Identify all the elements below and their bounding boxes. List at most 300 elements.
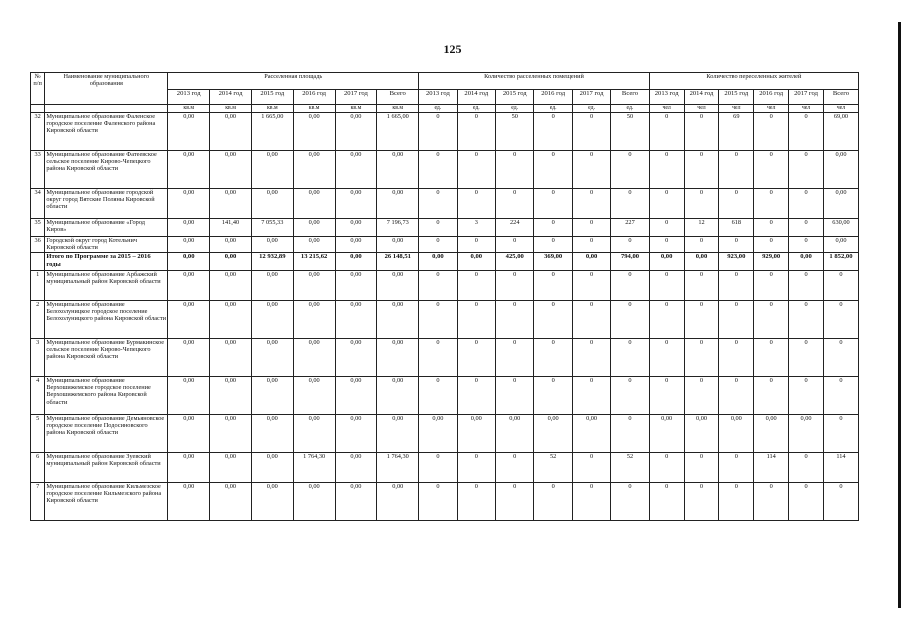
units-value: 0,00 <box>457 253 495 271</box>
area-value: 1 665,00 <box>251 113 293 151</box>
people-value: 0,00 <box>719 415 754 453</box>
table-row <box>31 483 859 521</box>
people-value: 0 <box>719 301 754 339</box>
units-value: 0 <box>496 483 534 521</box>
area-value: 0,00 <box>251 483 293 521</box>
people-value: 0,00 <box>823 189 858 219</box>
unit-label: чел <box>754 105 789 113</box>
area-value: 0,00 <box>168 483 210 521</box>
table-row <box>31 377 859 415</box>
area-value: 0,00 <box>251 339 293 377</box>
area-value: 0,00 <box>168 253 210 271</box>
units-value: 0,00 <box>572 415 610 453</box>
area-value: 0,00 <box>335 301 377 339</box>
units-value: 0 <box>534 219 572 237</box>
people-value: 114 <box>754 453 789 483</box>
unit-label: ед. <box>496 105 534 113</box>
area-value: 0,00 <box>168 453 210 483</box>
header-year: Всего <box>377 90 419 105</box>
area-value: 0,00 <box>293 151 335 189</box>
unit-label: кв.м <box>251 105 293 113</box>
row-number: 3 <box>31 339 45 377</box>
row-number: 2 <box>31 301 45 339</box>
people-value: 0 <box>684 483 719 521</box>
header-year: Всего <box>611 90 649 105</box>
units-value: 0,00 <box>534 415 572 453</box>
units-value: 0 <box>534 483 572 521</box>
units-value: 0 <box>496 237 534 253</box>
area-value: 0,00 <box>251 415 293 453</box>
units-value: 0 <box>572 189 610 219</box>
area-value: 0,00 <box>210 271 252 301</box>
area-value: 1 764,30 <box>377 453 419 483</box>
municipality-name: Муниципальное образование Белохолуницкое городское поселение Белохолуницкого района Кировской области <box>45 301 168 339</box>
municipality-name: Муниципальное образование Зуевский муниципальный район Кировской области <box>45 453 168 483</box>
area-value: 0,00 <box>335 415 377 453</box>
units-value: 0 <box>611 271 649 301</box>
unit-label: чел <box>649 105 684 113</box>
unit-label: ед. <box>419 105 457 113</box>
area-value: 0,00 <box>210 189 252 219</box>
page-number: 125 <box>443 42 462 56</box>
table-row <box>31 271 859 301</box>
people-value: 0 <box>649 189 684 219</box>
table-row <box>31 219 859 237</box>
row-number: 36 <box>31 237 45 253</box>
area-value: 0,00 <box>210 453 252 483</box>
header-year: 2017 год <box>789 90 824 105</box>
area-value: 0,00 <box>293 483 335 521</box>
people-value: 0 <box>754 483 789 521</box>
units-value: 0 <box>457 301 495 339</box>
municipality-name: Муниципальное образование Фатеевское сельское поселение Кирово-Чепецкого района Кировской области <box>45 151 168 189</box>
people-value: 0 <box>754 113 789 151</box>
area-value: 0,00 <box>293 219 335 237</box>
table-body <box>31 113 859 521</box>
unit-label: ед. <box>572 105 610 113</box>
people-value: 0 <box>823 483 858 521</box>
unit-spacer <box>31 105 45 113</box>
area-value: 141,40 <box>210 219 252 237</box>
area-value: 0,00 <box>377 339 419 377</box>
units-value: 0 <box>457 237 495 253</box>
area-value: 0,00 <box>210 253 252 271</box>
area-value: 0,00 <box>377 301 419 339</box>
units-value: 0 <box>572 237 610 253</box>
area-value: 0,00 <box>335 189 377 219</box>
units-value: 0 <box>572 483 610 521</box>
people-value: 0 <box>684 301 719 339</box>
people-value: 0 <box>649 237 684 253</box>
people-value: 0 <box>649 151 684 189</box>
units-value: 0 <box>496 301 534 339</box>
people-value: 0,00 <box>684 415 719 453</box>
people-value: 0 <box>789 151 824 189</box>
row-number: 32 <box>31 113 45 151</box>
header-no: № п/п <box>31 73 45 105</box>
municipality-name: Муниципальное образование Кильмезское городское поселение Кильмезского района Кировской области <box>45 483 168 521</box>
units-value: 0,00 <box>457 415 495 453</box>
units-value: 0 <box>534 237 572 253</box>
area-value: 0,00 <box>377 483 419 521</box>
units-value: 0 <box>534 377 572 415</box>
area-value: 1 764,30 <box>293 453 335 483</box>
units-value: 50 <box>611 113 649 151</box>
units-value: 0 <box>419 301 457 339</box>
header-group-units: Количество расселенных помещений <box>419 73 650 90</box>
units-value: 0 <box>572 453 610 483</box>
row-number: 1 <box>31 271 45 301</box>
units-value: 0 <box>457 453 495 483</box>
units-value: 0 <box>572 301 610 339</box>
header-year: 2014 год <box>210 90 252 105</box>
area-value: 0,00 <box>293 301 335 339</box>
people-value: 0 <box>789 189 824 219</box>
area-value: 0,00 <box>251 271 293 301</box>
row-number: 7 <box>31 483 45 521</box>
people-value: 0 <box>823 415 858 453</box>
area-value: 0,00 <box>168 219 210 237</box>
people-value: 0 <box>719 271 754 301</box>
row-number: 4 <box>31 377 45 415</box>
units-value: 0 <box>457 189 495 219</box>
units-value: 0 <box>496 453 534 483</box>
municipality-name: Муниципальное образование Демьяновское городское поселение Подосиновского района Кировской области <box>45 415 168 453</box>
people-value: 69 <box>719 113 754 151</box>
units-value: 0 <box>496 377 534 415</box>
area-value: 0,00 <box>168 237 210 253</box>
table-row <box>31 151 859 189</box>
people-value: 0 <box>684 113 719 151</box>
table-row <box>31 339 859 377</box>
area-value: 0,00 <box>210 483 252 521</box>
people-value: 0 <box>649 377 684 415</box>
units-value: 0 <box>572 219 610 237</box>
area-value: 0,00 <box>251 377 293 415</box>
units-value: 3 <box>457 219 495 237</box>
units-value: 0 <box>611 189 649 219</box>
units-value: 0 <box>611 377 649 415</box>
people-value: 69,00 <box>823 113 858 151</box>
unit-label: кв.м <box>210 105 252 113</box>
units-value: 0 <box>496 151 534 189</box>
units-value: 0,00 <box>496 415 534 453</box>
units-value: 0 <box>534 339 572 377</box>
header-group-people: Количество переселенных жителей <box>649 73 858 90</box>
units-value: 425,00 <box>496 253 534 271</box>
area-value: 0,00 <box>335 253 377 271</box>
people-value: 0,00 <box>649 415 684 453</box>
area-value: 1 665,00 <box>377 113 419 151</box>
people-value: 0 <box>649 219 684 237</box>
units-value: 0 <box>572 271 610 301</box>
units-value: 369,00 <box>534 253 572 271</box>
header-year: 2015 год <box>719 90 754 105</box>
people-value: 0,00 <box>684 253 719 271</box>
header-year: 2013 год <box>419 90 457 105</box>
units-value: 0 <box>419 271 457 301</box>
resettlement-table <box>30 72 859 521</box>
units-value: 50 <box>496 113 534 151</box>
people-value: 0 <box>789 237 824 253</box>
people-value: 0 <box>684 271 719 301</box>
units-value: 0 <box>534 189 572 219</box>
area-value: 26 148,51 <box>377 253 419 271</box>
area-value: 0,00 <box>377 189 419 219</box>
header-year: 2014 год <box>457 90 495 105</box>
people-value: 630,00 <box>823 219 858 237</box>
people-value: 0 <box>789 483 824 521</box>
area-value: 0,00 <box>335 453 377 483</box>
people-value: 0 <box>649 453 684 483</box>
header-year: 2013 год <box>168 90 210 105</box>
header-year: 2014 год <box>684 90 719 105</box>
area-value: 12 932,89 <box>251 253 293 271</box>
people-value: 0 <box>823 377 858 415</box>
area-value: 0,00 <box>251 301 293 339</box>
units-value: 0 <box>419 113 457 151</box>
people-value: 0,00 <box>823 151 858 189</box>
people-value: 0 <box>754 301 789 339</box>
people-value: 0 <box>649 271 684 301</box>
unit-label: кв.м <box>335 105 377 113</box>
people-value: 0 <box>789 339 824 377</box>
area-value: 0,00 <box>335 377 377 415</box>
units-value: 0 <box>419 219 457 237</box>
area-value: 0,00 <box>377 237 419 253</box>
units-value: 227 <box>611 219 649 237</box>
people-value: 0 <box>789 301 824 339</box>
unit-label: чел <box>719 105 754 113</box>
people-value: 0 <box>649 113 684 151</box>
units-value: 794,00 <box>611 253 649 271</box>
area-value: 0,00 <box>293 339 335 377</box>
people-value: 0 <box>754 271 789 301</box>
units-value: 0 <box>611 151 649 189</box>
area-value: 0,00 <box>335 271 377 301</box>
people-value: 0 <box>754 339 789 377</box>
table-row <box>31 301 859 339</box>
area-value: 0,00 <box>335 339 377 377</box>
units-value: 0 <box>572 377 610 415</box>
people-value: 923,00 <box>719 253 754 271</box>
area-value: 0,00 <box>210 415 252 453</box>
people-value: 0,00 <box>754 415 789 453</box>
people-value: 0 <box>823 301 858 339</box>
units-value: 0 <box>534 151 572 189</box>
area-value: 0,00 <box>335 219 377 237</box>
units-value: 0 <box>457 377 495 415</box>
table-row <box>31 415 859 453</box>
area-value: 0,00 <box>377 377 419 415</box>
people-value: 0 <box>684 377 719 415</box>
municipality-name: Муниципальное образование Фаленское городское поселение Фаленского района Кировской области <box>45 113 168 151</box>
area-value: 7 055,33 <box>251 219 293 237</box>
people-value: 0 <box>789 377 824 415</box>
header-year: 2016 год <box>293 90 335 105</box>
area-value: 0,00 <box>251 151 293 189</box>
unit-label: чел <box>789 105 824 113</box>
units-value: 0 <box>534 113 572 151</box>
units-value: 0 <box>534 271 572 301</box>
municipality-name: Итого по Программе за 2015 – 2016 годы <box>45 253 168 271</box>
units-value: 0 <box>457 113 495 151</box>
area-value: 0,00 <box>168 189 210 219</box>
municipality-name: Муниципальное образование «Город Киров» <box>45 219 168 237</box>
unit-label: ед. <box>534 105 572 113</box>
units-value: 0 <box>611 301 649 339</box>
units-value: 0 <box>611 483 649 521</box>
units-value: 0,00 <box>419 253 457 271</box>
units-value: 0 <box>419 237 457 253</box>
people-value: 618 <box>719 219 754 237</box>
unit-spacer <box>45 105 168 113</box>
people-value: 0 <box>754 151 789 189</box>
units-value: 0 <box>457 483 495 521</box>
area-value: 0,00 <box>251 189 293 219</box>
margin-bar <box>898 22 901 608</box>
people-value: 0 <box>719 453 754 483</box>
units-value: 0 <box>419 189 457 219</box>
units-value: 0 <box>611 237 649 253</box>
people-value: 0,00 <box>789 253 824 271</box>
municipality-name: Муниципальное образование Верхошижемское городское поселение Верхошижемского района Кировской области <box>45 377 168 415</box>
area-value: 0,00 <box>293 415 335 453</box>
people-value: 0 <box>789 219 824 237</box>
row-number: 5 <box>31 415 45 453</box>
units-value: 0 <box>457 151 495 189</box>
area-value: 0,00 <box>168 377 210 415</box>
units-value: 0 <box>457 271 495 301</box>
people-value: 0 <box>684 189 719 219</box>
area-value: 7 196,73 <box>377 219 419 237</box>
unit-label: кв.м <box>377 105 419 113</box>
header-year: 2015 год <box>251 90 293 105</box>
units-value: 0 <box>419 377 457 415</box>
area-value: 0,00 <box>335 483 377 521</box>
area-value: 0,00 <box>293 189 335 219</box>
units-value: 0,00 <box>572 253 610 271</box>
units-value: 224 <box>496 219 534 237</box>
row-number: 33 <box>31 151 45 189</box>
unit-label: кв.м <box>168 105 210 113</box>
total-row <box>31 253 859 271</box>
people-value: 0 <box>719 483 754 521</box>
row-number: 6 <box>31 453 45 483</box>
unit-label: ед. <box>611 105 649 113</box>
unit-label: кв.м <box>293 105 335 113</box>
area-value: 0,00 <box>293 377 335 415</box>
units-value: 0 <box>572 151 610 189</box>
people-value: 0 <box>719 237 754 253</box>
header-name: Наименование муниципального образования <box>45 73 168 105</box>
units-value: 0 <box>419 151 457 189</box>
people-value: 0 <box>684 453 719 483</box>
area-value: 0,00 <box>377 151 419 189</box>
people-value: 0 <box>684 339 719 377</box>
header-group-area: Расселенная площадь <box>168 73 419 90</box>
header-year: 2017 год <box>335 90 377 105</box>
people-value: 0 <box>719 151 754 189</box>
units-value: 0 <box>611 415 649 453</box>
header-year: 2016 год <box>534 90 572 105</box>
header-unit-row <box>31 105 859 113</box>
municipality-name: Городской округ город Котельнич Кировской области <box>45 237 168 253</box>
area-value: 0,00 <box>210 339 252 377</box>
people-value: 114 <box>823 453 858 483</box>
unit-label: чел <box>823 105 858 113</box>
area-value: 0,00 <box>335 151 377 189</box>
area-value: 0,00 <box>335 237 377 253</box>
people-value: 0,00 <box>823 237 858 253</box>
people-value: 0 <box>789 113 824 151</box>
people-value: 0 <box>684 151 719 189</box>
units-value: 0 <box>457 339 495 377</box>
area-value: 0,00 <box>335 113 377 151</box>
area-value: 13 215,62 <box>293 253 335 271</box>
units-value: 0 <box>572 113 610 151</box>
people-value: 0 <box>789 453 824 483</box>
table-row <box>31 189 859 219</box>
people-value: 0 <box>823 339 858 377</box>
header-year: 2013 год <box>649 90 684 105</box>
area-value: 0,00 <box>210 301 252 339</box>
table-row <box>31 453 859 483</box>
area-value: 0,00 <box>168 339 210 377</box>
area-value: 0,00 <box>168 151 210 189</box>
people-value: 0 <box>684 237 719 253</box>
header-year: 2015 год <box>496 90 534 105</box>
people-value: 0 <box>754 377 789 415</box>
area-value: 0,00 <box>168 301 210 339</box>
area-value: 0,00 <box>377 271 419 301</box>
row-number: 35 <box>31 219 45 237</box>
area-value: 0,00 <box>251 453 293 483</box>
header-year: 2017 год <box>572 90 610 105</box>
people-value: 12 <box>684 219 719 237</box>
units-value: 52 <box>534 453 572 483</box>
unit-label: чел <box>684 105 719 113</box>
people-value: 0 <box>754 189 789 219</box>
unit-label: ед. <box>457 105 495 113</box>
units-value: 0 <box>611 339 649 377</box>
row-number: 34 <box>31 189 45 219</box>
municipality-name: Муниципальное образование Бурмакинское сельское поселение Кирово-Чепецкого района Кировской области <box>45 339 168 377</box>
area-value: 0,00 <box>377 415 419 453</box>
people-value: 0 <box>719 339 754 377</box>
people-value: 0 <box>754 237 789 253</box>
units-value: 0 <box>419 339 457 377</box>
units-value: 52 <box>611 453 649 483</box>
people-value: 929,00 <box>754 253 789 271</box>
area-value: 0,00 <box>293 271 335 301</box>
area-value: 0,00 <box>210 113 252 151</box>
people-value: 0 <box>789 271 824 301</box>
area-value: 0,00 <box>168 271 210 301</box>
units-value: 0 <box>572 339 610 377</box>
units-value: 0 <box>496 339 534 377</box>
people-value: 0 <box>754 219 789 237</box>
units-value: 0,00 <box>419 415 457 453</box>
municipality-name: Муниципальное образование городской округ город Вятские Поляны Кировской области <box>45 189 168 219</box>
units-value: 0 <box>496 189 534 219</box>
units-value: 0 <box>534 301 572 339</box>
people-value: 0 <box>649 301 684 339</box>
people-value: 1 852,00 <box>823 253 858 271</box>
area-value: 0,00 <box>168 113 210 151</box>
area-value: 0,00 <box>293 237 335 253</box>
area-value: 0,00 <box>293 113 335 151</box>
